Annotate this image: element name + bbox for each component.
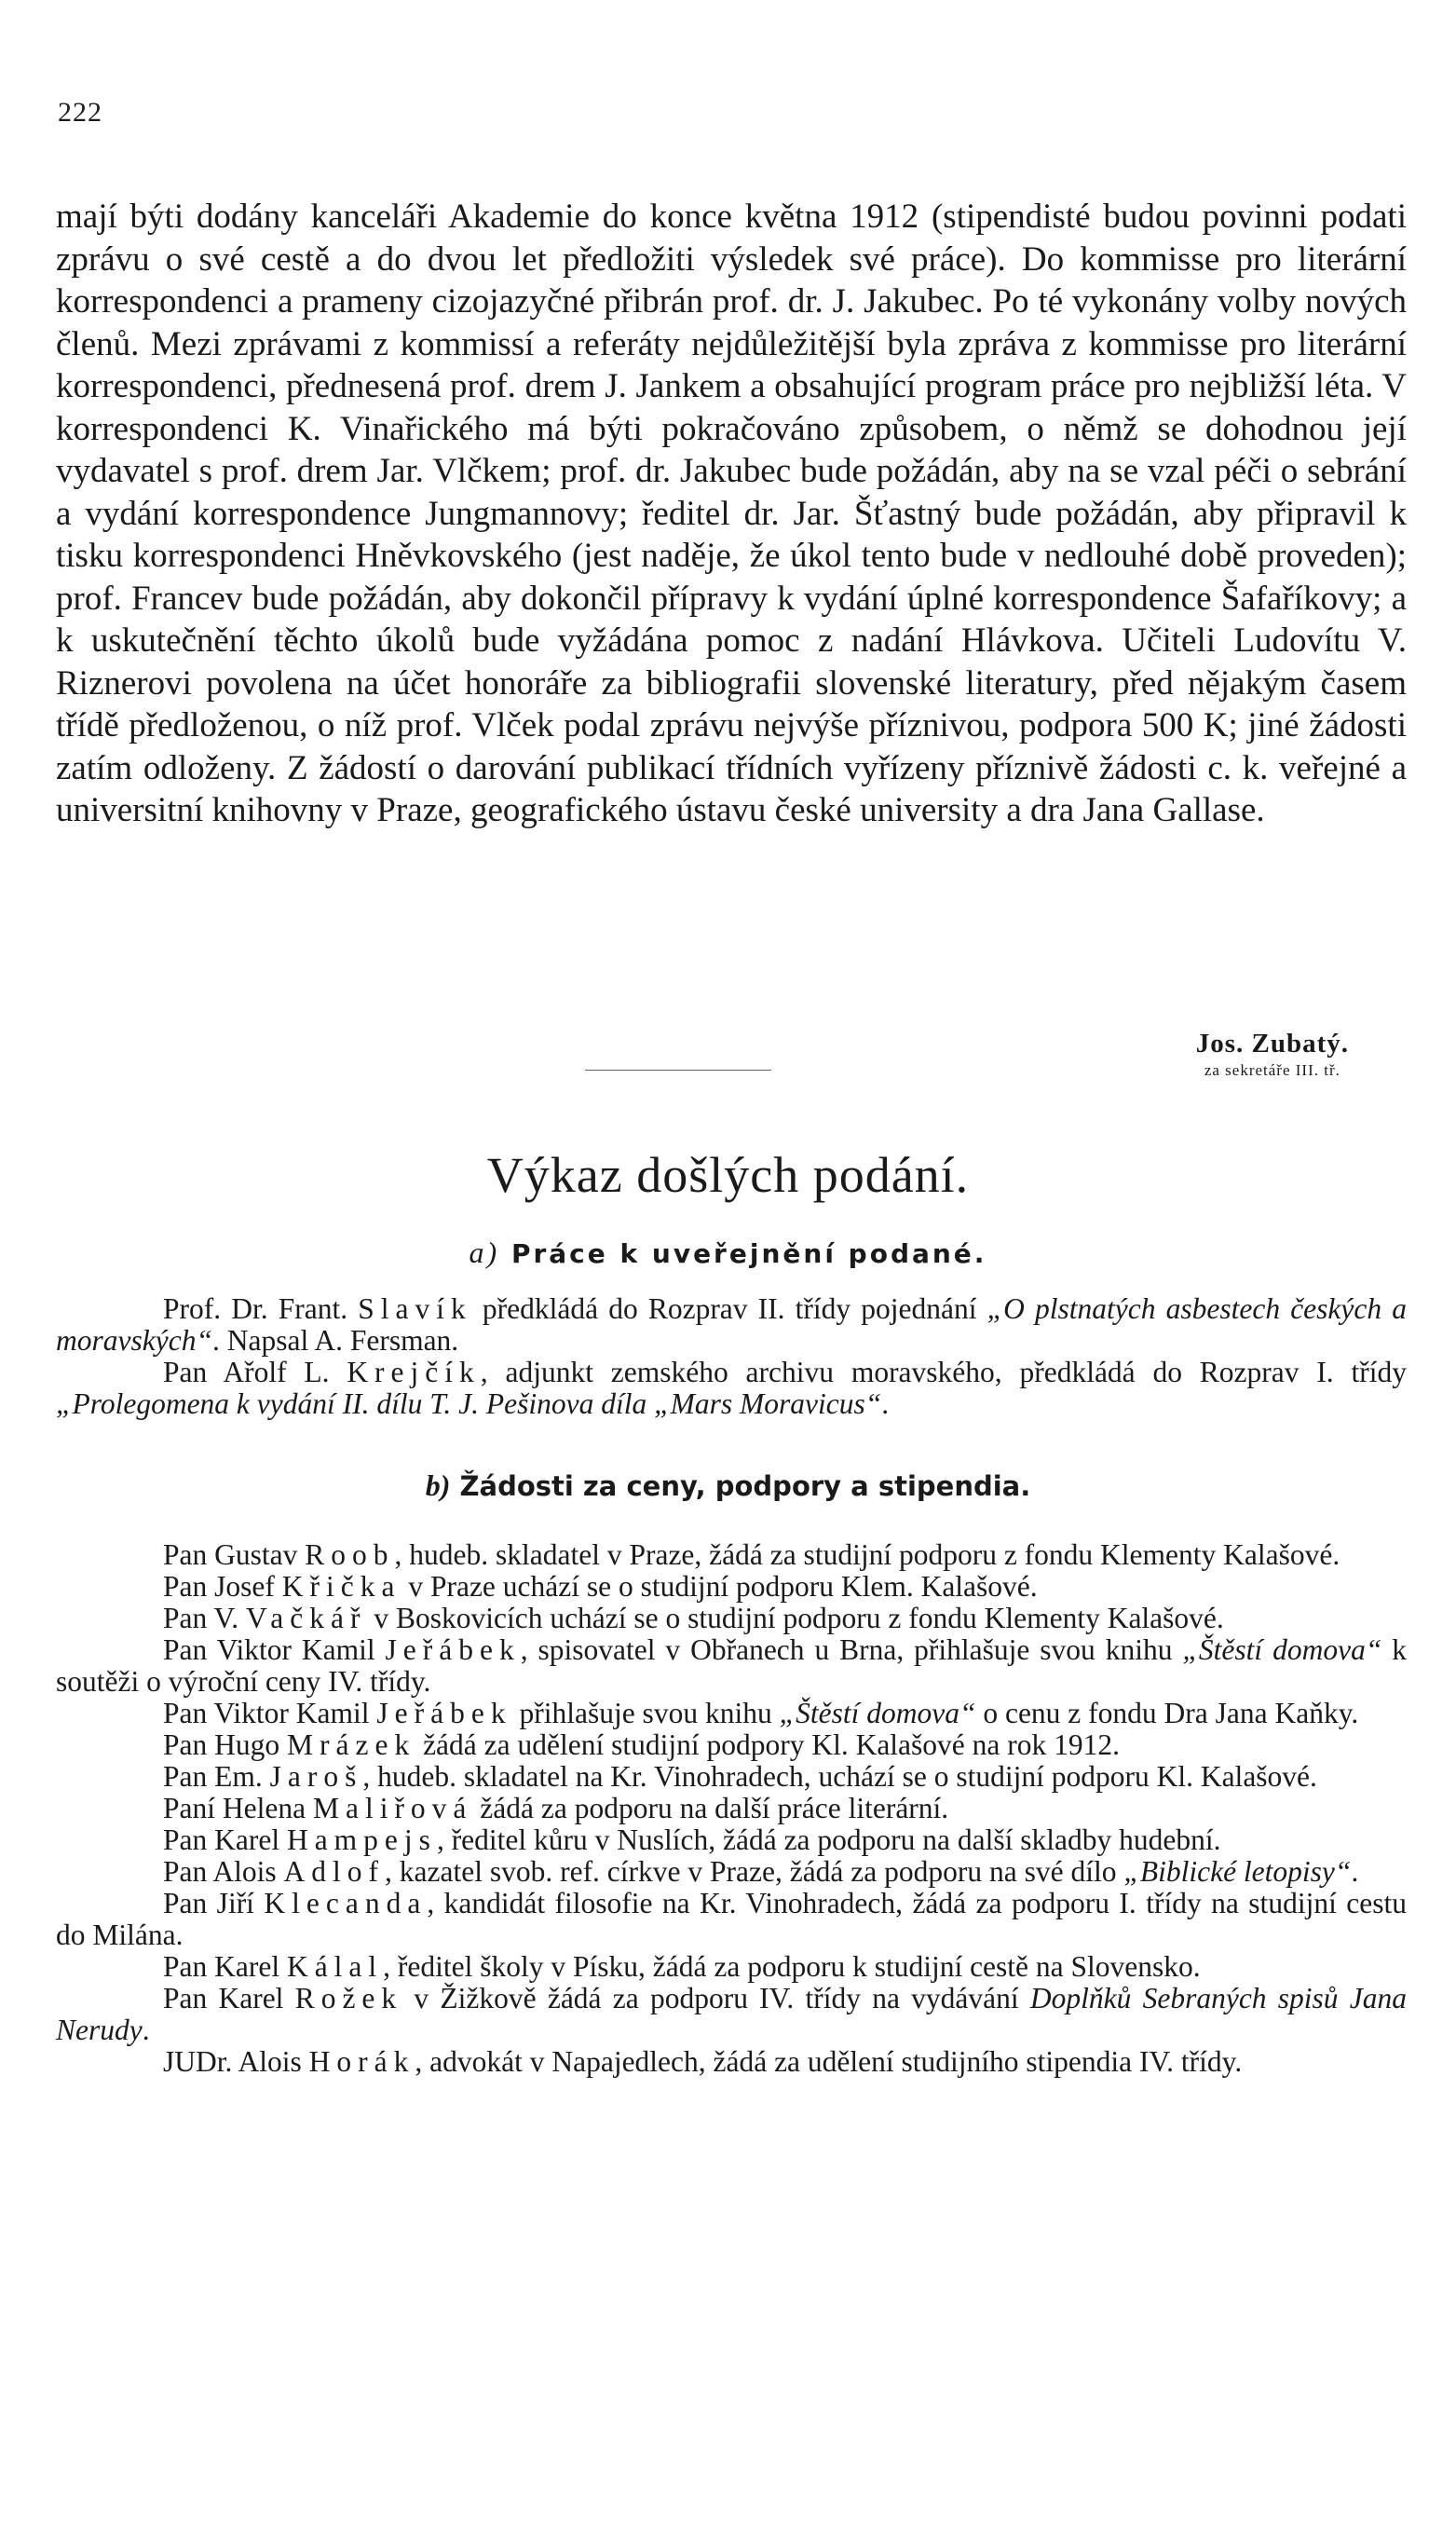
entry-work: Doplňků Sebraných spisů Jana Nerudy (56, 1982, 1408, 2046)
entry (56, 1856, 1407, 1888)
entry-mid: , adjunkt zemského archivu moravského, předkládá do Rozprav I. třídy (480, 1356, 1407, 1388)
entry-mid: , advokát v Napajedlech, žádá za udělení studijního stipendia IV. třídy. (415, 2045, 1243, 2078)
entry (56, 2046, 1407, 2078)
entry-name: Mrázek (287, 1728, 416, 1761)
subsection-a-title (0, 1236, 1456, 1270)
signature (1196, 1029, 1349, 1080)
entry-work: „Prolegomena k vydání II. dílu T. J. Pešinova díla „Mars Moravicus“ (56, 1387, 882, 1420)
entry-post: . (1351, 1855, 1359, 1888)
entry-name: Vačkář (246, 1602, 367, 1634)
entry (56, 1729, 1407, 1761)
entry-name: Klecanda (264, 1887, 428, 1919)
entry-name: Jeřábek (376, 1697, 512, 1729)
entry-name: Horák (308, 2045, 415, 2078)
section-heading: Výkaz došlých podání. (486, 1147, 970, 1203)
entry-pre: Pan Alois (163, 1855, 284, 1888)
entry-mid: v Praze uchází se o studijní podporu Klem. Kalašové. (401, 1570, 1038, 1603)
entry (56, 1761, 1407, 1793)
entry-pre: Pan Josef (163, 1570, 282, 1603)
entry-work: „Biblické letopisy“ (1123, 1855, 1352, 1888)
entry-mid: , ředitel kůru v Nuslích, žádá za podporu na další skladby hudební. (436, 1823, 1221, 1856)
body-paragraph: mají býti dodány kanceláři Akademie do konce května 1912 (stipendisté budou povinni podati zprávu o své cestě a do dvou let předložiti výsledek své práce). Do kommisse pro literární korrespondenci a prameny cizojazyčné přibrán prof. dr. J. Jakubec. Po té vykonány volby nových členů. Mezi zprávami z kommissí a referáty nejdůležitější byla zpráva z kommisse pro literární korrespondenci, přednesená prof. drem J. Jankem a obsahující program práce pro nejbližší léta. V korrespondenci K. Vinařického má býti pokračováno způsobem, o němž se dohodnou její vydavatel s prof. drem Jar. Vlčkem; prof. dr. Jakubec bude požádán, aby na se vzal péči o sebrání a vydání korrespondence Jungmannovy; ředitel dr. Jar. Šťastný bude požádán, aby připravil k tisku korrespondenci Hněvkovského (jest naděje, že úkol tento bude v nedlouhé době proveden); prof. Francev bude požádán, aby dokončil přípravy k vydání úplné korrespondence Šafaříkovy; a k uskutečnění těchto úkolů bude vyžádána pomoc z nadání Hlávkova. Učiteli Ludovítu V. Riznerovi povolena na účet honoráře za bibliografii slovenské literatury, před nějakým časem třídě předloženou, o níž prof. Vlček podal zprávu nejvýše příznivou, podpora 500 K; jiné žádosti zatím odloženy. Z žádostí o darování publikací třídních vyřízeny příznivě žádosti c. k. veřejné a universitní knihovny v Praze, geografického ústavu české university a dra Jana Gallase. (56, 198, 1407, 829)
entry-work: „O plstnatých asbestech českých a moravských“ (56, 1292, 1407, 1357)
entry-pre: Pan Viktor Kamil (163, 1633, 386, 1666)
entry (56, 1983, 1407, 2046)
entry-pre: Pan Viktor Kamil (163, 1697, 377, 1729)
entry (56, 1634, 1407, 1698)
signature-role: za sekretáře III. tř. (1204, 1061, 1340, 1079)
entry-mid: , kandidát filosofie na Kr. Vinohradech, žádá za podporu I. třídy na studijní cestu do Milána. (56, 1887, 1407, 1951)
entry-mid: , ředitel školy v Písku, žádá za podporu k studijní cestě na Slovensko. (383, 1950, 1201, 1983)
entry-mid: , hudeb. skladatel v Praze, žádá za studijní podporu z fondu Klementy Kalašové. (394, 1538, 1340, 1571)
entry (56, 1824, 1407, 1856)
subsection-b-letter: b) (425, 1468, 451, 1502)
entry-name: Křička (281, 1570, 401, 1603)
entry (56, 1539, 1407, 1571)
entry (56, 1888, 1407, 1951)
entry (56, 1951, 1407, 1983)
entry (56, 1357, 1407, 1420)
entry-name: Adlof (283, 1855, 386, 1888)
entry-pre: Paní Helena (163, 1792, 313, 1824)
entry-mid: žádá za udělení studijní podpory Kl. Kalašové na rok 1912. (415, 1728, 1121, 1761)
entry-mid: , spisovatel v Obřanech u Brna, přihlašuje svou knihu (520, 1633, 1183, 1666)
entry-pre: JUDr. Alois (163, 2045, 309, 2078)
entry-pre: Pan Karel (163, 1982, 295, 2014)
subsection-a-text: Práce k uveřejnění podané. (510, 1238, 987, 1269)
entry-mid: v Žižkově žádá za podporu IV. třídy na vydávání (402, 1982, 1030, 2014)
entry-name: Kálal (286, 1950, 384, 1983)
subsection-b-text: Žádosti za ceny, podpory a stipendia. (459, 1470, 1031, 1502)
entry-post: . (142, 2014, 150, 2046)
entry-name: Maliřová (312, 1792, 473, 1824)
subsection-a-letter: a) (469, 1236, 500, 1269)
page-number: 222 (58, 97, 102, 128)
entry-work: „Štěstí domova“ (1182, 1633, 1382, 1666)
entry-mid: žádá za podporu na další práce literární. (472, 1792, 949, 1824)
entry-pre: Prof. Dr. Frant. (163, 1292, 359, 1325)
entry (56, 1698, 1407, 1729)
entry-post: k soutěži o výroční ceny IV. třídy. (56, 1633, 1408, 1698)
entry (56, 1793, 1407, 1824)
entry-mid: předkládá do Rozprav II. třídy pojednání (471, 1292, 987, 1325)
entry-name: Jaroš (269, 1760, 363, 1793)
entry-pre: Pan Em. (163, 1760, 270, 1793)
entry-name: Roob (305, 1538, 395, 1571)
entry-pre: Pan Karel (163, 1823, 287, 1856)
entry-name: Hampejs (286, 1823, 437, 1856)
section-b-entries (56, 1539, 1407, 2078)
entry (56, 1293, 1407, 1357)
entry-name: Jeřábek (385, 1633, 521, 1666)
entry-mid: přihlašuje svou knihu (511, 1697, 780, 1729)
entry-mid: , hudeb. skladatel na Kr. Vinohradech, uchází se o studijní podporu Kl. Kalašové. (362, 1760, 1317, 1793)
entry-work: „Štěstí domova“ (779, 1697, 976, 1729)
entry-name: Slavík (358, 1292, 472, 1325)
entry-pre: Pan Jiří (163, 1887, 265, 1919)
entry-pre: Pan Karel (163, 1950, 287, 1983)
entry-pre: Pan Gustav (163, 1538, 306, 1571)
entry-pre: Pan Ařolf L. (163, 1356, 347, 1388)
entry-mid: v Boskovicích uchází se o studijní podporu z fondu Klementy Kalašové. (366, 1602, 1224, 1634)
subsection-b-title (0, 1468, 1456, 1503)
entry-post: . Napsal A. Fersman. (211, 1324, 459, 1357)
entry-mid: , kazatel svob. ref. církve v Praze, žádá za podporu na své dílo (385, 1855, 1124, 1888)
entry-name: Rožek (294, 1982, 403, 2014)
entry-post: . (881, 1387, 890, 1420)
section-divider (585, 1070, 771, 1071)
signature-name: Jos. Zubatý. (1195, 1029, 1349, 1058)
entry (56, 1571, 1407, 1603)
body-text (56, 196, 1407, 832)
section-a-entries (56, 1293, 1407, 1420)
entry-pre: Pan V. (163, 1602, 246, 1634)
entry (56, 1603, 1407, 1634)
entry-pre: Pan Hugo (163, 1728, 287, 1761)
entry-name: Krejčík (347, 1356, 481, 1388)
entry-post: o cenu z fondu Dra Jana Kaňky. (975, 1697, 1359, 1729)
